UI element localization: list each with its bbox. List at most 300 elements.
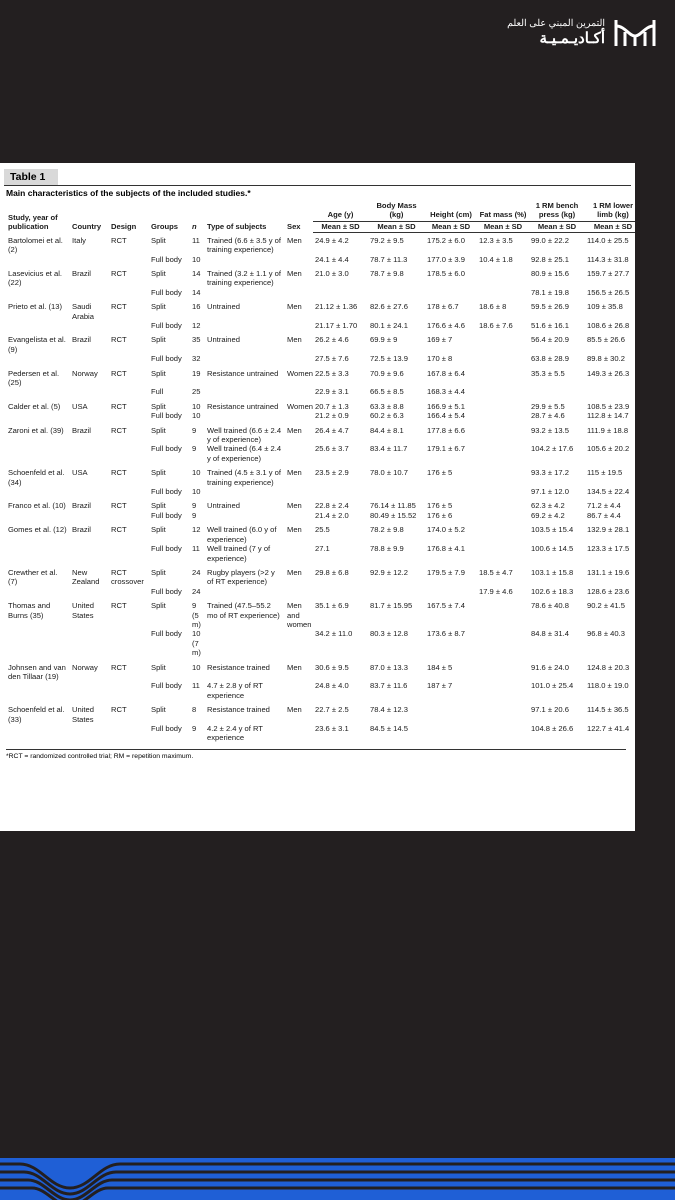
- cell-group: Split: [151, 601, 166, 611]
- cell-type: [205, 487, 285, 498]
- cell-n: 11: [192, 544, 200, 554]
- cell-empty: [70, 511, 109, 522]
- header-bench: 1 RM bench press (kg): [535, 201, 579, 220]
- header-age: Age (y): [327, 210, 354, 220]
- cell-mass: 78.2 ± 9.8: [370, 525, 404, 535]
- cell-n: 9: [192, 724, 197, 733]
- cell-mass: 70.9 ± 9.6: [370, 368, 404, 378]
- cell-type: Well trained (6.6 ± 2.4 y of experience): [207, 425, 282, 445]
- cell-study: Evangelista et al. (9): [8, 335, 66, 354]
- cell-group: Split: [151, 425, 166, 435]
- cell-mass: 81.7 ± 15.95: [370, 601, 413, 611]
- cell-fat: [477, 598, 529, 629]
- cell-sex: Men: [287, 567, 302, 577]
- cell-study: Schoenfeld et al. (34): [8, 468, 65, 487]
- cell-empty: [6, 681, 70, 702]
- cell-empty: [285, 487, 313, 498]
- header-msd: Mean ± SD: [368, 221, 425, 232]
- cell-empty: [70, 444, 109, 465]
- cell-empty: [6, 487, 70, 498]
- cell-height: 175.2 ± 6.0: [427, 236, 465, 246]
- cell-fat: [477, 444, 529, 465]
- cell-fat: [477, 399, 529, 411]
- cell-study: Crewther et al. (7): [8, 567, 58, 587]
- cell-group: Full body: [151, 544, 182, 554]
- cell-empty: [70, 387, 109, 398]
- table-row: [6, 565, 635, 587]
- cell-height: [425, 702, 477, 724]
- cell-lower: 111.9 ± 18.8: [587, 425, 629, 435]
- cell-lower: 122.7 ± 41.4: [587, 724, 630, 733]
- cell-empty: [109, 487, 149, 498]
- cell-bench: 29.9 ± 5.5: [531, 401, 565, 411]
- cell-bench: 80.9 ± 15.6: [531, 268, 569, 278]
- header-groups: Groups: [151, 222, 179, 232]
- table-row: [6, 399, 635, 411]
- cell-design: RCT: [111, 501, 127, 511]
- cell-empty: [6, 587, 70, 598]
- cell-fat: 18.6 ± 8: [479, 302, 507, 312]
- cell-n: 9: [192, 510, 197, 520]
- cell-lower: 134.5 ± 22.4: [587, 487, 630, 497]
- cell-height: 174.0 ± 5.2: [427, 525, 465, 535]
- header-n: n: [192, 222, 197, 232]
- cell-sex: Men: [287, 302, 302, 312]
- cell-n: 8: [192, 705, 197, 715]
- cell-type: Rugby players (>2 y of RT experience): [207, 567, 275, 587]
- cell-mass: 83.4 ± 11.7: [370, 444, 408, 454]
- table-row: [6, 266, 635, 288]
- cell-mass: [368, 487, 425, 498]
- cell-design: RCT: [111, 705, 127, 715]
- cell-empty: [70, 255, 109, 266]
- cell-mass: 66.5 ± 8.5: [370, 387, 404, 397]
- cell-mass: 78.7 ± 11.3: [370, 254, 408, 264]
- cell-lower: 123.3 ± 17.5: [587, 544, 630, 554]
- cell-fat: [477, 544, 529, 565]
- cell-age: 34.2 ± 11.0: [315, 629, 353, 639]
- table-row: [6, 366, 635, 388]
- table-row: [6, 587, 635, 598]
- cell-height: 184 ± 5: [427, 662, 453, 672]
- cell-group: Full body: [151, 487, 182, 497]
- cell-age: 22.8 ± 2.4: [315, 501, 349, 511]
- cell-design: RCT: [111, 425, 127, 435]
- cell-design: RCT: [111, 401, 127, 411]
- cell-lower: 89.8 ± 30.2: [587, 354, 625, 364]
- cell-mass: 78.0 ± 10.7: [370, 468, 408, 478]
- cell-bench: 93.2 ± 13.5: [531, 425, 569, 435]
- cell-fat: [477, 332, 529, 354]
- cell-age: 29.8 ± 6.8: [315, 567, 349, 577]
- cell-sex: Men and women: [287, 601, 312, 629]
- cell-height: 178 ± 6.7: [427, 302, 459, 312]
- cell-lower: 149.3 ± 26.3: [587, 368, 630, 378]
- cell-empty: [285, 411, 313, 422]
- header-design: Design: [111, 222, 137, 232]
- cell-height: 176.6 ± 4.6: [427, 320, 465, 330]
- cell-group: Split: [151, 501, 166, 511]
- cell-empty: [109, 288, 149, 299]
- cell-height: 170 ± 8: [427, 354, 453, 364]
- cell-group: Full body: [151, 586, 182, 596]
- header-msd: Mean ± SD: [585, 221, 635, 232]
- cell-n: 24: [192, 586, 201, 596]
- cell-height: [425, 288, 477, 299]
- table-row: [6, 498, 635, 510]
- cell-n: 9: [192, 425, 197, 435]
- cell-bench: 56.4 ± 20.9: [531, 335, 569, 345]
- cell-mass: 87.0 ± 13.3: [370, 662, 408, 672]
- cell-empty: [285, 321, 313, 332]
- logo-mark-icon: [613, 18, 657, 48]
- cell-mass: 72.5 ± 13.9: [370, 354, 408, 364]
- cell-empty: [6, 544, 70, 565]
- cell-n: 12: [192, 525, 201, 535]
- cell-age: [313, 487, 368, 498]
- cell-sex: Men: [287, 335, 302, 345]
- cell-type: Trained (6.6 ± 3.5 y of training experience): [207, 235, 281, 255]
- logo-text: [507, 18, 605, 48]
- cell-n: 10: [192, 662, 201, 672]
- cell-type: [205, 288, 285, 299]
- cell-n: 14: [192, 268, 201, 278]
- cell-age: 24.9 ± 4.2: [315, 236, 349, 246]
- cell-empty: [70, 321, 109, 332]
- cell-design: RCT: [111, 525, 127, 535]
- cell-age: 21.4 ± 2.0: [315, 510, 349, 520]
- cell-lower: 156.5 ± 26.5: [587, 287, 630, 297]
- cell-fat: 12.3 ± 3.5: [479, 236, 513, 246]
- header-mass: Body Mass (kg): [376, 201, 417, 220]
- cell-empty: [70, 544, 109, 565]
- cell-empty: [109, 387, 149, 398]
- table-row: [6, 629, 635, 659]
- cell-empty: [6, 629, 70, 659]
- cell-age: 23.6 ± 3.1: [315, 724, 349, 733]
- cell-empty: [109, 724, 149, 745]
- cell-fat: 18.5 ± 4.7: [479, 567, 513, 577]
- cell-bench: 97.1 ± 12.0: [531, 487, 569, 497]
- cell-country: Norway: [72, 662, 98, 672]
- cell-age: 21.2 ± 0.9: [315, 411, 349, 421]
- cell-lower: 108.5 ± 23.9: [587, 401, 630, 411]
- table-body: [6, 233, 635, 745]
- cell-study: Calder et al. (5): [8, 401, 61, 411]
- cell-bench: 62.3 ± 4.2: [531, 501, 565, 511]
- header-fat: Fat mass (%): [479, 210, 527, 220]
- cell-lower: 114.5 ± 36.5: [587, 705, 629, 715]
- table-row: [6, 444, 635, 465]
- cell-country: Norway: [72, 368, 98, 378]
- cell-height: 187 ± 7: [427, 681, 453, 691]
- cell-bench: 59.5 ± 26.9: [531, 302, 569, 312]
- cell-lower: 90.2 ± 41.5: [587, 601, 625, 611]
- cell-study: Schoenfeld et al. (33): [8, 705, 65, 724]
- cell-age: 24.1 ± 4.4: [315, 254, 349, 264]
- table-row: [6, 702, 635, 724]
- cell-study: Lasevicius et al. (22): [8, 268, 63, 288]
- cell-empty: [285, 629, 313, 659]
- cell-country: Brazil: [72, 335, 91, 345]
- cell-height: [425, 587, 477, 598]
- cell-group: Split: [151, 302, 166, 312]
- cell-mass: 78.8 ± 9.9: [370, 544, 404, 554]
- cell-mass: 78.7 ± 9.8: [370, 268, 404, 278]
- cell-type: Resistance untrained: [207, 401, 279, 411]
- table-top-rule: [4, 185, 631, 186]
- table-row: [6, 332, 635, 354]
- cell-country: Brazil: [72, 425, 91, 435]
- table-card: [0, 163, 635, 831]
- table-row: [6, 411, 635, 422]
- cell-country: United States: [72, 601, 94, 620]
- cell-country: Saudi Arabia: [72, 302, 94, 321]
- cell-group: Split: [151, 235, 166, 245]
- cell-group: Split: [151, 368, 166, 378]
- logo-tagline: التمرين المبني على العلم: [507, 18, 605, 29]
- decorative-wave-band: [0, 1158, 675, 1200]
- cell-n: 11: [192, 235, 200, 245]
- cell-group: Full body: [151, 411, 182, 421]
- table-row: [6, 511, 635, 522]
- cell-height: 169 ± 7: [427, 335, 453, 345]
- cell-empty: [109, 587, 149, 598]
- cell-age: 22.7 ± 2.5: [315, 705, 349, 715]
- table-row: [6, 321, 635, 332]
- cell-mass: 80.49 ± 15.52: [370, 510, 417, 520]
- cell-type: Well trained (6.0 y of experience): [207, 525, 277, 544]
- cell-empty: [109, 444, 149, 465]
- cell-bench: 103.1 ± 15.8: [531, 567, 574, 577]
- cell-height: 168.3 ± 4.4: [427, 387, 465, 397]
- header-study: Study, year of publication: [8, 212, 58, 232]
- cell-empty: [70, 411, 109, 422]
- cell-lower: 86.7 ± 4.4: [587, 510, 621, 520]
- cell-n: 16: [192, 302, 201, 312]
- cell-height: 176 ± 6: [427, 510, 453, 520]
- cell-empty: [285, 288, 313, 299]
- cell-fat: 10.4 ± 1.8: [479, 254, 513, 264]
- cell-design: RCT: [111, 662, 127, 672]
- cell-lower: 109 ± 35.8: [587, 302, 623, 312]
- cell-study: Bartolomei et al. (2): [8, 235, 63, 255]
- cell-country: USA: [72, 401, 88, 411]
- cell-empty: [285, 587, 313, 598]
- cell-bench: 104.8 ± 26.6: [531, 724, 574, 733]
- table-caption: Main characteristics of the subjects of the included studies.*: [6, 188, 251, 198]
- cell-design: RCT: [111, 335, 127, 345]
- cell-type: Well trained (7 y of experience): [207, 544, 271, 563]
- cell-age: 27.1: [315, 544, 330, 554]
- cell-height: 179.5 ± 7.9: [427, 567, 465, 577]
- cell-type: Resistance untrained: [207, 368, 279, 378]
- cell-type: Untrained: [207, 302, 240, 312]
- cell-mass: 80.3 ± 12.8: [370, 629, 408, 639]
- cell-n: 10: [192, 468, 201, 478]
- cell-group: Full body: [151, 254, 182, 264]
- cell-group: Full body: [151, 444, 182, 454]
- table-row: [6, 354, 635, 365]
- table-row: [6, 423, 635, 445]
- cell-empty: [6, 411, 70, 422]
- cell-empty: [6, 321, 70, 332]
- cell-empty: [6, 724, 70, 745]
- cell-mass: 79.2 ± 9.5: [370, 236, 404, 246]
- cell-mass: 80.1 ± 24.1: [370, 320, 408, 330]
- cell-fat: [477, 411, 529, 422]
- cell-height: 173.6 ± 8.7: [427, 629, 465, 639]
- cell-n: 24: [192, 567, 201, 577]
- cell-n: 9 (5 m): [192, 601, 201, 629]
- cell-design: RCT: [111, 268, 127, 278]
- cell-fat: 17.9 ± 4.6: [479, 586, 513, 596]
- cell-empty: [109, 681, 149, 702]
- cell-height: 177.8 ± 6.6: [427, 425, 465, 435]
- cell-lower: 131.1 ± 19.6: [587, 567, 630, 577]
- cell-group: Full body: [151, 287, 182, 297]
- cell-age: 35.1 ± 6.9: [315, 601, 349, 611]
- cell-empty: [70, 487, 109, 498]
- cell-height: [425, 487, 477, 498]
- cell-design: RCT: [111, 302, 127, 312]
- table-footnote: *RCT = randomized controlled trial; RM = repetition maximum.: [6, 749, 626, 760]
- cell-sex: Men: [287, 705, 302, 715]
- cell-fat: 18.6 ± 7.6: [479, 320, 513, 330]
- cell-type: Trained (3.2 ± 1.1 y of training experience): [207, 268, 281, 288]
- characteristics-table: [6, 201, 635, 745]
- table-row: [6, 544, 635, 565]
- cell-mass: 92.9 ± 12.2: [370, 567, 408, 577]
- cell-lower: 114.0 ± 25.5: [587, 236, 629, 246]
- cell-type: [205, 629, 285, 659]
- cell-fat: [477, 702, 529, 724]
- cell-age: 26.2 ± 4.6: [315, 335, 349, 345]
- cell-empty: [285, 511, 313, 522]
- cell-study: Pedersen et al. (25): [8, 368, 60, 387]
- cell-n: 10: [192, 411, 201, 421]
- cell-bench: 69.2 ± 4.2: [531, 510, 565, 520]
- cell-lower: 85.5 ± 26.6: [587, 335, 625, 345]
- cell-country: Brazil: [72, 501, 91, 511]
- cell-group: Full body: [151, 354, 182, 364]
- header-sex: Sex: [287, 222, 301, 232]
- cell-group: Split: [151, 567, 166, 577]
- cell-type: [205, 354, 285, 365]
- cell-empty: [109, 511, 149, 522]
- cell-mass: 69.9 ± 9: [370, 335, 398, 345]
- cell-empty: [6, 354, 70, 365]
- cell-n: 9: [192, 501, 197, 511]
- cell-group: Split: [151, 468, 166, 478]
- cell-group: Split: [151, 401, 166, 411]
- cell-fat: [477, 266, 529, 288]
- cell-group: Split: [151, 335, 166, 345]
- cell-mass: 82.6 ± 27.6: [370, 302, 408, 312]
- cell-type: [205, 587, 285, 598]
- cell-bench: 103.5 ± 15.4: [531, 525, 574, 535]
- cell-sex: Men: [287, 235, 302, 245]
- cell-study: Prieto et al. (13): [8, 302, 63, 312]
- cell-bench: 28.7 ± 4.6: [531, 411, 565, 421]
- cell-age: 26.4 ± 4.7: [315, 425, 349, 435]
- cell-type: [205, 255, 285, 266]
- cell-fat: [477, 629, 529, 659]
- cell-design: RCT: [111, 468, 127, 478]
- cell-sex: Men: [287, 468, 302, 478]
- cell-height: [425, 724, 477, 745]
- cell-type: Resistance trained: [207, 662, 270, 672]
- cell-mass: 83.7 ± 11.6: [370, 681, 408, 691]
- cell-empty: [109, 411, 149, 422]
- cell-group: Split: [151, 662, 166, 672]
- cell-country: Brazil: [72, 268, 91, 278]
- cell-type: [205, 411, 285, 422]
- header-msd: Mean ± SD: [425, 221, 477, 232]
- header-country: Country: [72, 222, 102, 232]
- cell-empty: [109, 255, 149, 266]
- cell-age: 24.8 ± 4.0: [315, 681, 349, 691]
- table-row: [6, 598, 635, 629]
- cell-height: 176 ± 5: [427, 468, 453, 478]
- cell-bench: 101.0 ± 25.4: [531, 681, 574, 691]
- cell-study: Franco et al. (10): [8, 501, 66, 511]
- cell-country: USA: [72, 468, 88, 478]
- cell-n: 14: [192, 287, 201, 297]
- cell-bench: 78.6 ± 40.8: [531, 601, 569, 611]
- cell-empty: [285, 255, 313, 266]
- header-type: Type of subjects: [207, 222, 267, 232]
- cell-study: Gomes et al. (12): [8, 525, 67, 535]
- cell-age: 27.5 ± 7.6: [315, 354, 349, 364]
- table-row: [6, 660, 635, 682]
- cell-age: 25.6 ± 3.7: [315, 444, 349, 454]
- cell-empty: [109, 354, 149, 365]
- table-label: Table 1: [4, 169, 58, 185]
- cell-age: 21.0 ± 3.0: [315, 268, 349, 278]
- cell-design: RCT crossover: [111, 567, 144, 587]
- academy-logo: [507, 18, 657, 48]
- cell-fat: [477, 522, 529, 544]
- header-msd: Mean ± SD: [313, 221, 368, 232]
- cell-bench: 93.3 ± 17.2: [531, 468, 569, 478]
- cell-empty: [70, 354, 109, 365]
- table-row: [6, 233, 635, 255]
- cell-empty: [285, 724, 313, 745]
- cell-bench: 102.6 ± 18.3: [531, 586, 574, 596]
- cell-lower: 132.9 ± 28.1: [587, 525, 630, 535]
- cell-sex: Women: [287, 401, 314, 411]
- cell-age: [313, 587, 368, 598]
- cell-empty: [70, 681, 109, 702]
- cell-mass: 60.2 ± 6.3: [370, 411, 404, 421]
- cell-fat: [477, 498, 529, 510]
- table-row: [6, 465, 635, 487]
- cell-group: Full: [151, 387, 164, 397]
- cell-empty: [285, 544, 313, 565]
- cell-lower: 108.6 ± 26.8: [587, 320, 630, 330]
- cell-height: 167.5 ± 7.4: [427, 601, 465, 611]
- cell-empty: [285, 444, 313, 465]
- cell-type: [205, 511, 285, 522]
- cell-n: 10: [192, 487, 201, 497]
- cell-type: Resistance trained: [207, 705, 270, 715]
- cell-fat: [477, 511, 529, 522]
- cell-mass: 76.14 ± 11.85: [370, 501, 416, 511]
- table-row: [6, 387, 635, 398]
- cell-fat: [477, 366, 529, 388]
- cell-empty: [6, 511, 70, 522]
